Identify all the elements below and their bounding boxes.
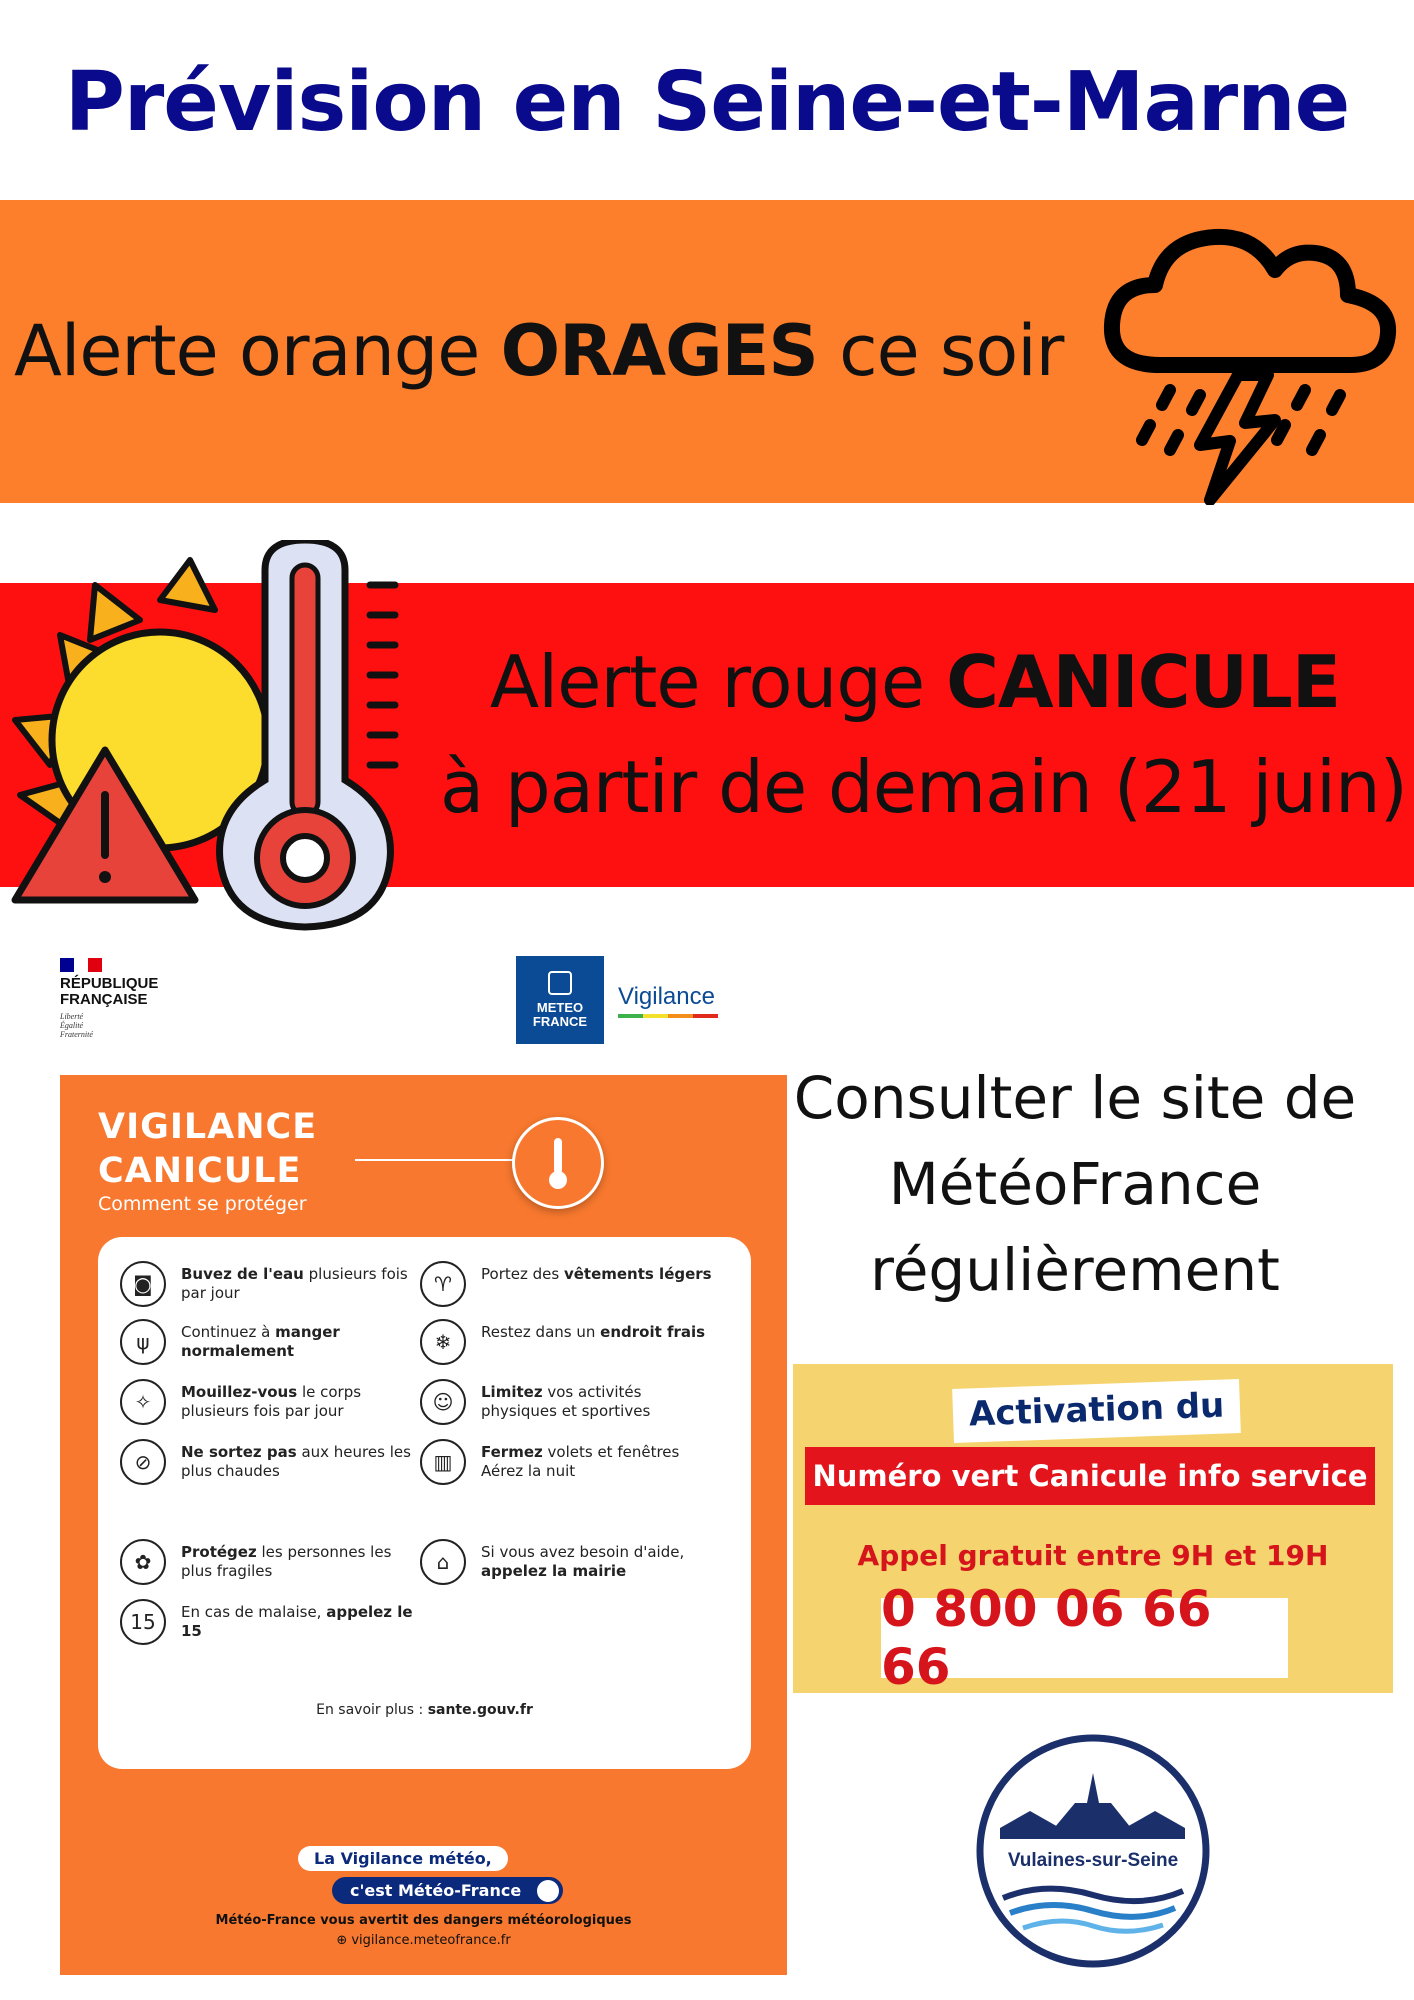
tip-text-rest: aux heures les plus chaudes [181, 1443, 411, 1480]
consult-message [790, 1055, 1360, 1313]
meditation-icon: ☺ [420, 1379, 466, 1425]
tip-text [181, 1383, 420, 1421]
left-tip [120, 1443, 420, 1485]
tip-text [181, 1603, 420, 1641]
vigilance-pill-2-text: c'est Météo-France [350, 1881, 522, 1900]
vigilance-canicule-poster [60, 1075, 787, 1975]
cool-house-icon: ❄ [420, 1319, 466, 1365]
vigilance-pill-1: La Vigilance météo, [298, 1846, 508, 1871]
red-alert-strong: CANICULE [946, 640, 1341, 724]
more-info-link[interactable]: sante.gouv.fr [427, 1702, 533, 1718]
consult-line1: Consulter le site de [793, 1064, 1357, 1132]
thermometer-icon [512, 1117, 604, 1209]
poster-footer-line1: Météo-France vous avertit des dangers météorologiques [215, 1913, 632, 1928]
left-tip [120, 1323, 420, 1365]
meteo-france-line1: METEO [536, 1000, 584, 1015]
more-info-prefix: En savoir plus : [316, 1702, 428, 1718]
orange-alert-strong: ORAGES [500, 310, 818, 392]
tip-text-bold: appelez le 15 [181, 1603, 413, 1640]
heat-warning-icon [0, 540, 420, 940]
tip-text-rest: En cas de malaise, [181, 1603, 322, 1621]
poster-footer-link[interactable]: vigilance.meteofrance.fr [351, 1933, 511, 1948]
tip-text-rest: le corps plusieurs fois par jour [181, 1383, 362, 1420]
tip-text [481, 1265, 712, 1284]
tip-text-rest: Si vous avez besoin d'aide, [481, 1543, 685, 1561]
poster-subtitle: Comment se protéger [98, 1193, 307, 1215]
tip-text-rest: Continuez à [181, 1323, 271, 1341]
poster-title-line1: VIGILANCE [98, 1107, 318, 1147]
tip-text-bold: Buvez de l'eau [181, 1265, 304, 1283]
right-tip [420, 1543, 720, 1585]
tip-text [181, 1323, 420, 1361]
tip-text-rest: volets et fenêtres Aérez la nuit [481, 1443, 680, 1480]
water-glass-icon: ◙ [120, 1261, 166, 1307]
tip-text-rest: plusieurs fois par jour [181, 1265, 408, 1302]
poster-divider [355, 1159, 515, 1161]
orange-alert-text [14, 310, 1063, 392]
right-tip [420, 1383, 720, 1425]
right-tip [420, 1323, 720, 1365]
tip-text-rest: vos activités physiques et sportives [481, 1383, 651, 1420]
cutlery-icon: ψ [120, 1319, 166, 1365]
shutters-icon: ▥ [420, 1439, 466, 1485]
right-tip [420, 1443, 720, 1485]
people-icon: ✿ [120, 1539, 166, 1585]
tip-text [181, 1543, 420, 1581]
poster-footer-line2 [60, 1933, 787, 1948]
tip-text [181, 1265, 420, 1303]
french-flag-icon [60, 958, 102, 972]
numero-vert-banner: Numéro vert Canicule info service [805, 1447, 1375, 1505]
left-tip [120, 1265, 420, 1307]
appel-gratuit-text: Appel gratuit entre 9H et 19H [857, 1539, 1329, 1572]
phone-15-icon: 15 [120, 1599, 166, 1645]
pill-toggle-dot [537, 1880, 559, 1902]
tip-text-rest: les personnes les plus fragiles [181, 1543, 392, 1580]
tip-text-bold: Limitez [481, 1383, 543, 1401]
left-tip [120, 1383, 420, 1425]
red-alert-line2: à partir de demain (21 juin) [440, 745, 1407, 829]
spray-bottle-icon: ✧ [120, 1379, 166, 1425]
rf-motto-2: Égalité [60, 1021, 84, 1030]
red-alert-prefix: Alerte rouge [489, 640, 947, 724]
tip-text [481, 1443, 720, 1481]
rf-name-line1: RÉPUBLIQUE [60, 975, 159, 992]
tip-text-bold: Mouillez-vous [181, 1383, 298, 1401]
no-sun-icon: ⊘ [120, 1439, 166, 1485]
republique-francaise-logo [60, 958, 158, 1039]
tip-text-bold: Protégez [181, 1543, 257, 1561]
meteo-france-logo [516, 956, 718, 1044]
numero-vert-panel [793, 1364, 1393, 1696]
vigilance-label: Vigilance [618, 982, 715, 1010]
tip-text-bold: endroit frais [600, 1323, 706, 1341]
tip-text [481, 1323, 705, 1342]
orange-alert-prefix: Alerte orange [14, 310, 501, 392]
tip-text-bold: Ne sortez pas [181, 1443, 297, 1461]
tshirt-icon: ♈ [420, 1261, 466, 1307]
page-title: Prévision en Seine-et-Marne [64, 55, 1350, 150]
left-tip [120, 1603, 420, 1645]
activation-label: Activation du [952, 1379, 1241, 1443]
vulaines-sur-seine-logo [975, 1733, 1211, 1969]
tip-text-bold: vêtements légers [563, 1265, 712, 1283]
poster-title [98, 1105, 317, 1193]
tip-text-bold: manger normalement [181, 1323, 340, 1360]
tip-text [481, 1543, 720, 1581]
tip-text-bold: appelez la mairie [481, 1562, 627, 1580]
left-tip [120, 1543, 420, 1585]
vigilance-color-bar [618, 1014, 718, 1018]
rf-motto-1: Liberté [60, 1012, 84, 1021]
rf-name-line2: FRANÇAISE [60, 991, 148, 1008]
phone-number[interactable]: 0 800 06 66 66 [881, 1598, 1288, 1678]
rf-motto-3: Fraternité [60, 1030, 93, 1039]
consult-line2: MétéoFrance [888, 1150, 1262, 1218]
meteo-france-line2: FRANCE [532, 1014, 588, 1029]
consult-line3: régulièrement [870, 1236, 1280, 1304]
right-tip [420, 1265, 720, 1307]
town-hall-icon: ⌂ [420, 1539, 466, 1585]
tip-text-rest: Restez dans un [481, 1323, 596, 1341]
globe-icon: ⊕ [336, 1933, 352, 1948]
tip-text-bold: Fermez [481, 1443, 543, 1461]
more-info [98, 1702, 751, 1718]
vigilance-pill-2 [332, 1877, 563, 1904]
poster-tips-card [98, 1237, 751, 1769]
tip-text [181, 1443, 420, 1481]
meteo-france-box [516, 956, 604, 1044]
tip-text [481, 1383, 720, 1421]
meteo-france-emblem-icon [548, 971, 572, 995]
red-alert-line1 [440, 640, 1390, 724]
orange-alert-suffix: ce soir [817, 310, 1064, 392]
tip-text-rest: Portez des [481, 1265, 560, 1283]
poster-title-line2: CANICULE [98, 1151, 302, 1191]
town-name: Vulaines-sur-Seine [1007, 1850, 1179, 1871]
storm-cloud-icon [1090, 215, 1400, 505]
